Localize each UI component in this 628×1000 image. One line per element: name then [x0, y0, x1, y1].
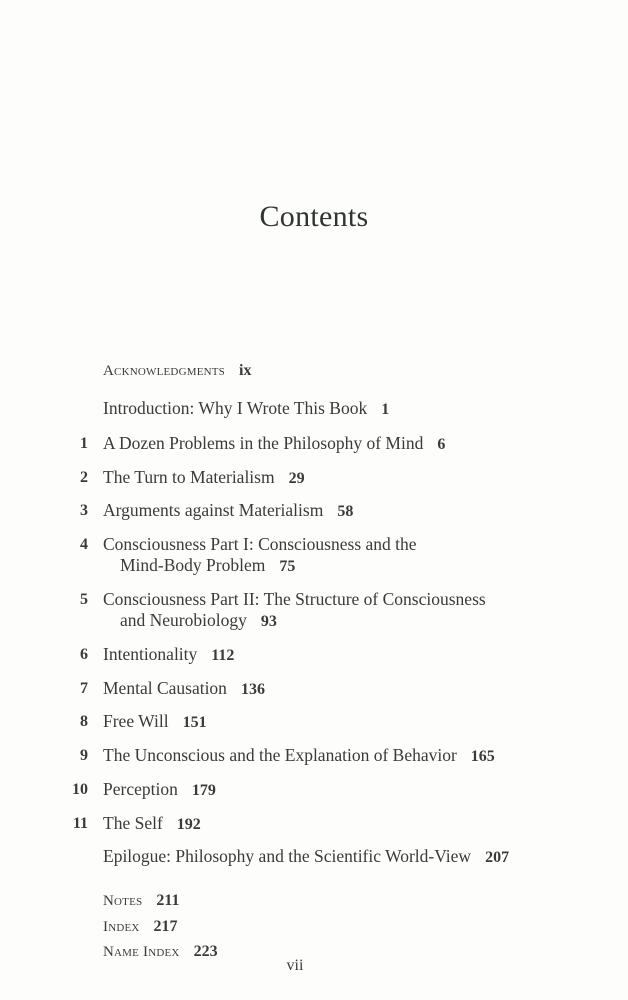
- entry-label: Acknowledgments: [103, 363, 225, 379]
- chapter-number: 7: [80, 680, 88, 697]
- entry-label: Perception: [103, 779, 178, 799]
- entry-page: 93: [260, 613, 277, 630]
- entry-label-continued: Mind-Body Problem: [120, 555, 266, 575]
- chapter-number: 9: [80, 747, 88, 764]
- chapter-number: 5: [80, 591, 88, 608]
- entry-label: Name Index: [103, 944, 180, 960]
- chapter-number: 4: [80, 536, 88, 553]
- entry-label: The Self: [103, 813, 163, 833]
- chapter-number: 1: [80, 435, 88, 452]
- chapter-number: 2: [80, 469, 88, 486]
- entry-page: 112: [211, 647, 235, 664]
- entry-page: 136: [240, 681, 265, 698]
- entry-page: 151: [182, 714, 207, 731]
- page-title: Contents: [259, 200, 369, 233]
- chapter-number: 6: [80, 646, 88, 663]
- entry-label: The Unconscious and the Explanation of Behavior: [103, 745, 457, 765]
- entry-label: Mental Causation: [103, 678, 227, 698]
- entry-page: 217: [153, 918, 178, 935]
- entry-page: 75: [279, 558, 296, 575]
- page-number: vii: [286, 957, 304, 974]
- entry-label: Free Will: [103, 711, 169, 731]
- entry-label-continued: and Neurobiology: [120, 610, 247, 630]
- entry-label: Intentionality: [103, 644, 198, 664]
- entry-page: 165: [470, 748, 495, 765]
- entry-label: Consciousness Part II: The Structure of Consciousness: [103, 589, 486, 609]
- entry-page: 223: [193, 943, 218, 960]
- entry-label: Arguments against Materialism: [103, 500, 324, 520]
- entry-page: 207: [485, 849, 510, 866]
- entry-page: 211: [156, 892, 180, 909]
- entry-label: Notes: [103, 893, 143, 909]
- entry-page: 29: [288, 470, 305, 487]
- entry-label: A Dozen Problems in the Philosophy of Mind: [103, 433, 424, 453]
- entry-page: 58: [337, 503, 354, 520]
- entry-page: 6: [437, 436, 446, 453]
- chapter-number: 3: [80, 502, 88, 519]
- chapter-number: 8: [80, 713, 88, 730]
- entry-page: 192: [176, 816, 201, 833]
- entry-label: Index: [103, 919, 140, 935]
- chapter-number: 10: [72, 781, 88, 798]
- entry-label: Introduction: Why I Wrote This Book: [103, 398, 368, 418]
- chapter-number: 11: [72, 815, 88, 832]
- entry-page: ix: [239, 362, 252, 379]
- entry-label: The Turn to Materialism: [103, 467, 275, 487]
- entry-page: 1: [381, 401, 390, 418]
- entry-label: Epilogue: Philosophy and the Scientific World-View: [103, 846, 472, 866]
- entry-page: 179: [191, 782, 216, 799]
- entry-label: Consciousness Part I: Consciousness and the: [103, 534, 417, 554]
